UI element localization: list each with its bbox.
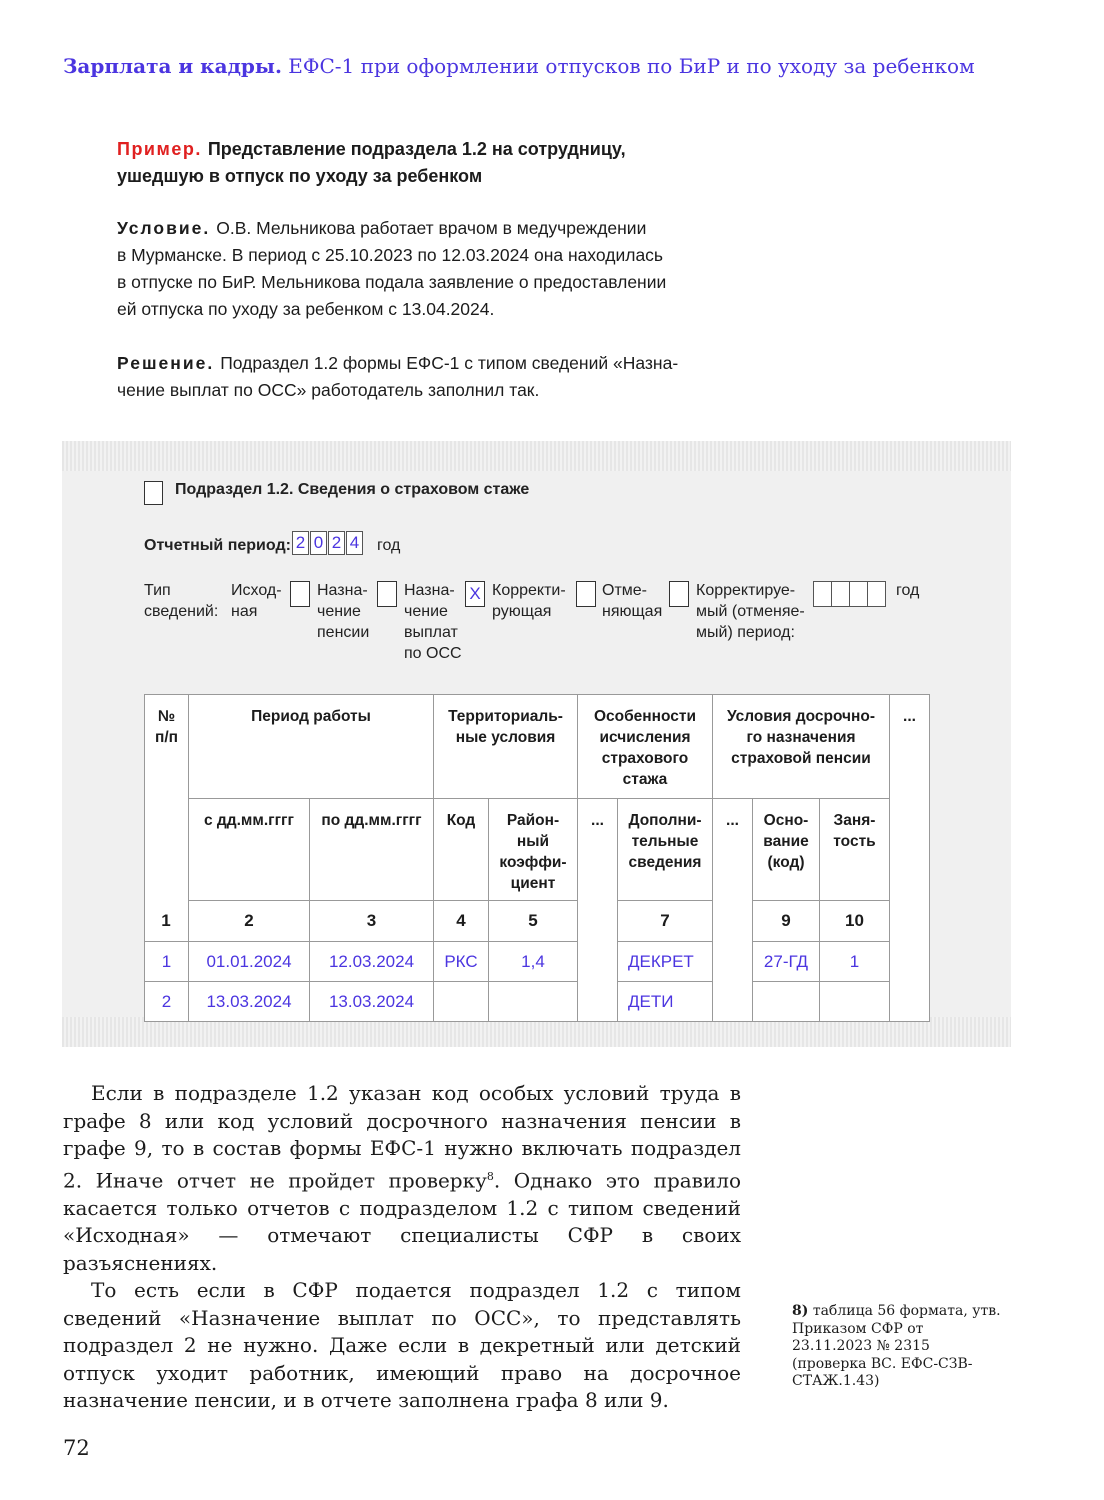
col-number: 1 — [161, 911, 171, 930]
type-option-line: Назна- — [317, 582, 368, 599]
condition-block — [117, 215, 757, 323]
col-header-line: го назначения — [746, 729, 856, 746]
type-option-corrective — [492, 580, 566, 622]
header-section: Зарплата и кадры. — [63, 54, 282, 78]
type-option-line: Назна- — [404, 582, 455, 599]
type-option-line: пенсии — [317, 624, 370, 641]
body-text — [63, 1080, 741, 1415]
col-header-line: Заня- — [833, 812, 876, 829]
col-header-additional — [618, 799, 713, 901]
cell-num: 2 — [145, 982, 189, 1022]
col-header-territorial — [434, 695, 578, 799]
period-digit[interactable]: 4 — [346, 531, 363, 555]
period-digit[interactable]: 0 — [310, 531, 327, 555]
type-option-line: Исход- — [231, 582, 282, 599]
col-number: 4 — [434, 901, 489, 942]
col-header-line: Район- — [506, 812, 560, 829]
period-year-word: год — [377, 537, 401, 554]
col-number: 10 — [820, 901, 890, 942]
corr-year-cell[interactable] — [867, 581, 886, 607]
corr-period-line: мый (отменяе- — [696, 603, 805, 620]
type-checkbox-corrective[interactable]: X — [465, 581, 485, 607]
body-text-run: . Однако это правило касается только отчетов с подразделом 1.2 с типом сведений «Исходная» — отмечают специалисты СФР в своих разъяснениях. — [63, 1168, 742, 1275]
cell-coefficient — [489, 982, 578, 1022]
col-header-line: стажа — [622, 771, 668, 788]
col-header-line: Условия досрочно- — [726, 708, 876, 725]
cell-coefficient: 1,4 — [489, 942, 578, 982]
stazh-table — [144, 694, 930, 1022]
type-option-line: выплат — [404, 624, 458, 641]
type-checkbox-cancel[interactable] — [576, 581, 596, 607]
col-header-employment — [820, 799, 890, 901]
col-header-line: № — [157, 708, 176, 725]
col-header-early-pension — [713, 695, 890, 799]
type-option-line: рующая — [492, 603, 552, 620]
col-header-more: ... — [578, 799, 618, 1022]
col-number: 7 — [618, 901, 713, 942]
col-number: 3 — [310, 901, 434, 942]
col-header-features — [578, 695, 713, 799]
col-header-line: Дополни- — [628, 812, 702, 829]
footnote-ref[interactable]: 8 — [486, 1169, 494, 1183]
footnote-number: 8) — [792, 1303, 809, 1319]
corr-year-cell[interactable] — [849, 581, 868, 607]
table-row — [145, 942, 930, 982]
cell-additional: ДЕКРЕТ — [618, 942, 713, 982]
col-header-line: ный — [516, 833, 550, 850]
example-title-line1: Представление подраздела 1.2 на сотрудницу, — [207, 139, 626, 159]
condition-line: ей отпуска по уходу за ребенком с 13.04.2024. — [117, 299, 495, 319]
period-label: Отчетный период: — [144, 537, 291, 554]
type-option-line: по ОСС — [404, 645, 462, 662]
cell-from: 01.01.2024 — [189, 942, 310, 982]
condition-label: Условие. — [117, 218, 211, 238]
col-header-line: Особенности — [593, 708, 697, 725]
type-option-line: Отме- — [602, 582, 647, 599]
type-option-line: няющая — [602, 603, 663, 620]
type-checkbox-corr-period[interactable] — [669, 581, 689, 607]
solution-line: чение выплат по ОСС» работодатель заполнил так. — [117, 380, 540, 400]
type-checkbox-pension[interactable] — [290, 581, 310, 607]
table-row — [145, 982, 930, 1022]
col-header-line: страховой пенсии — [731, 750, 871, 767]
col-header-line: страхового — [601, 750, 689, 767]
corr-year-word: год — [896, 582, 920, 599]
type-checkbox-oss[interactable] — [377, 581, 397, 607]
cell-additional: ДЕТИ — [618, 982, 713, 1022]
footnote-text: таблица 56 формата, утв. Приказом СФР от 23.11.2023 № 2315 (проверка ВС. ЕФС-СЗВ-СТАЖ.1.43) — [792, 1303, 1001, 1389]
col-number: 2 — [189, 901, 310, 942]
cell-basis: 27-ГД — [753, 942, 820, 982]
header-title: ЕФС-1 при оформлении отпусков по БиР и по уходу за ребенком — [288, 54, 975, 78]
solution-block — [117, 350, 757, 404]
col-header-basis — [753, 799, 820, 901]
condition-line: О.В. Мельникова работает врачом в медучреждении — [216, 218, 647, 238]
corr-year-cell[interactable] — [831, 581, 850, 607]
cell-from: 13.03.2024 — [189, 982, 310, 1022]
running-header — [63, 54, 975, 78]
col-header-line: коэффи- — [499, 854, 567, 871]
subsection-checkbox[interactable] — [144, 481, 163, 505]
col-header-line: Осно- — [763, 812, 809, 829]
type-option-line: Корректи- — [492, 582, 566, 599]
col-header-line: Территориаль- — [448, 708, 563, 725]
body-paragraph: То есть если в СФР подается подраздел 1.2 с типом сведений «Назначение выплат по ОСС», то представлять подраздел 2 не нужно. Даже если в декретный или детский отпуск уходит работник, имеющий право на досрочное назначение пенсии, и в отчете заполнена графа 8 или 9. — [63, 1278, 741, 1413]
col-header-line: тость — [833, 833, 876, 850]
col-number: 5 — [489, 901, 578, 942]
type-option-pension — [317, 580, 369, 643]
corr-period-line: Корректируе- — [696, 582, 796, 599]
col-header-line: тельные — [631, 833, 699, 850]
col-number: 9 — [753, 901, 820, 942]
example-title — [117, 136, 626, 190]
example-title-line2: ушедшую в отпуск по уходу за ребенком — [117, 166, 483, 186]
form-top-band — [62, 441, 1011, 471]
col-header-code: Код — [434, 799, 489, 901]
corr-period-line: мый) период: — [696, 624, 795, 641]
type-option-oss — [404, 580, 462, 664]
col-header-line: ные условия — [455, 729, 556, 746]
col-header-from: с дд.мм.гггг — [189, 799, 310, 901]
period-digit[interactable]: 2 — [328, 531, 345, 555]
condition-line: в Мурманске. В период с 25.10.2023 по 12.03.2024 она находилась — [117, 245, 664, 265]
type-option-line: ная — [231, 603, 258, 620]
type-label-line: сведений: — [144, 603, 219, 620]
period-digit[interactable]: 2 — [292, 531, 309, 555]
corrected-period-label — [696, 580, 805, 643]
cell-employment: 1 — [820, 942, 890, 982]
cell-code — [434, 982, 489, 1022]
col-header-period: Период работы — [189, 695, 434, 799]
col-header-line: п/п — [154, 729, 179, 746]
col-header-line: сведения — [628, 854, 702, 871]
col-header-more: ... — [713, 799, 753, 1022]
col-header-line: исчисления — [599, 729, 691, 746]
cell-basis — [753, 982, 820, 1022]
page-number: 72 — [63, 1436, 90, 1460]
footnote — [792, 1303, 1007, 1391]
type-label — [144, 580, 218, 622]
col-header-line: циент — [510, 875, 556, 892]
cell-code: РКС — [434, 942, 489, 982]
cell-num: 1 — [145, 942, 189, 982]
solution-line: Подраздел 1.2 формы ЕФС-1 с типом сведений «Назна- — [220, 353, 679, 373]
type-option-line: чение — [317, 603, 361, 620]
form-title: Подраздел 1.2. Сведения о страховом стаже — [175, 481, 530, 498]
example-label: Пример. — [117, 139, 202, 159]
type-option-initial — [231, 580, 282, 622]
col-header-more: ... — [890, 695, 930, 1022]
col-header-coefficient — [489, 799, 578, 901]
condition-line: в отпуске по БиР. Мельникова подала заявление о предоставлении — [117, 272, 667, 292]
col-header-line: (код) — [767, 854, 805, 871]
col-header-line: вание — [763, 833, 809, 850]
col-header-to: по дд.мм.гггг — [310, 799, 434, 901]
type-label-line: Тип — [144, 582, 171, 599]
cell-employment — [820, 982, 890, 1022]
type-option-cancel — [602, 580, 662, 622]
body-paragraph — [63, 1080, 741, 1277]
body-text-run: Если в подразделе 1.2 указан код особых условий труда в графе 8 или код условий досрочного назначения пенсии в графе 9, то в состав формы ЕФС-1 нужно включать подраздел 2. Иначе отчет не пройдет проверку — [63, 1081, 741, 1193]
cell-to: 13.03.2024 — [310, 982, 434, 1022]
type-option-line: чение — [404, 603, 448, 620]
solution-label: Решение. — [117, 353, 215, 373]
cell-to: 12.03.2024 — [310, 942, 434, 982]
corr-year-cell[interactable] — [813, 581, 832, 607]
